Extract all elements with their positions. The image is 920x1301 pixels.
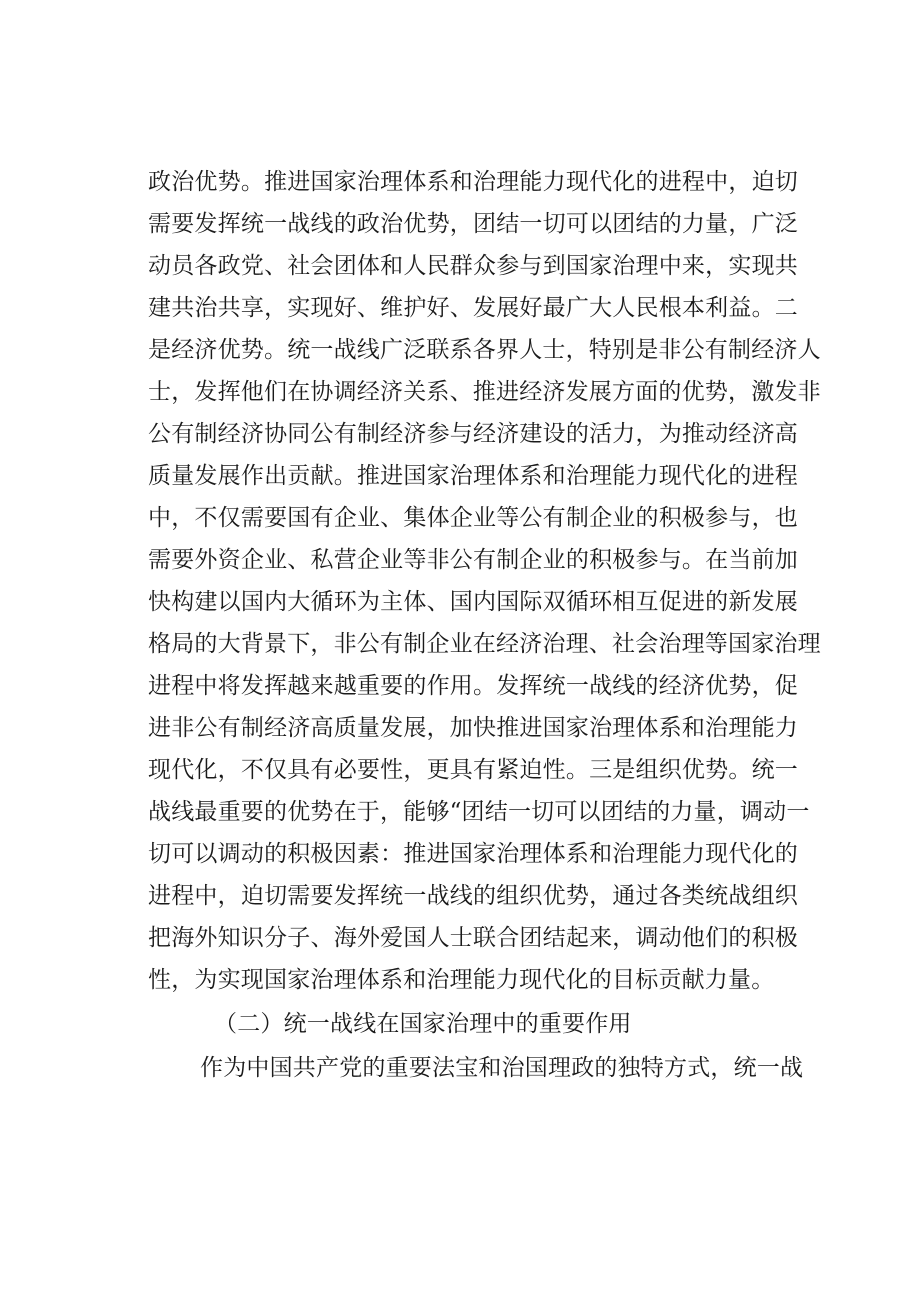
paragraph-line: 是经济优势。统一战线广泛联系各界人士，特别是非公有制经济人 [148, 337, 821, 363]
paragraph-line: 质量发展作出贡献。推进国家治理体系和治理能力现代化的进程 [148, 463, 798, 489]
paragraph-line: 快构建以国内大循环为主体、国内国际双循环相互促进的新发展 [148, 589, 798, 615]
paragraph-line: 进非公有制经济高质量发展，加快推进国家治理体系和治理能力 [148, 715, 798, 741]
paragraph-line: 进程中将发挥越来越重要的作用。发挥统一战线的经济优势，促 [148, 673, 798, 699]
paragraph-line: 公有制经济协同公有制经济参与经济建设的活力，为推动经济高 [148, 421, 798, 447]
paragraph-line: 作为中国共产党的重要法宝和治国理政的独特方式，统一战 [200, 1055, 804, 1081]
paragraph-line: 性，为实现国家治理体系和治理能力现代化的目标贡献力量。 [148, 967, 775, 993]
paragraph-line: 政治优势。推进国家治理体系和治理能力现代化的进程中，迫切 [148, 169, 798, 195]
paragraph-line: 需要外资企业、私营企业等非公有制企业的积极参与。在当前加 [148, 547, 798, 573]
paragraph-line: 动员各政党、社会团体和人民群众参与到国家治理中来，实现共 [148, 253, 798, 279]
paragraph-line: 中，不仅需要国有企业、集体企业等公有制企业的积极参与，也 [148, 505, 798, 531]
paragraph-line: 建共治共享，实现好、维护好、发展好最广大人民根本利益。二 [148, 295, 798, 321]
paragraph-line: 切可以调动的积极因素：推进国家治理体系和治理能力现代化的 [148, 841, 798, 867]
paragraph-line: 格局的大背景下，非公有制企业在经济治理、社会治理等国家治理 [148, 631, 821, 657]
paragraph-line: 进程中，迫切需要发挥统一战线的组织优势，通过各类统战组织 [148, 883, 798, 909]
paragraph-line: 把海外知识分子、海外爱国人士联合团结起来，调动他们的积极 [148, 925, 798, 951]
paragraph-line: 战线最重要的优势在于，能够“团结一切可以团结的力量，调动一 [148, 799, 810, 825]
paragraph-line: 士，发挥他们在协调经济关系、推进经济发展方面的优势，激发非 [148, 379, 821, 405]
section-heading: （二）统一战线在国家治理中的重要作用 [214, 1011, 632, 1037]
paragraph-line: 现代化，不仅具有必要性，更具有紧迫性。三是组织优势。统一 [148, 757, 798, 783]
paragraph-line: 需要发挥统一战线的政治优势，团结一切可以团结的力量，广泛 [148, 211, 798, 237]
